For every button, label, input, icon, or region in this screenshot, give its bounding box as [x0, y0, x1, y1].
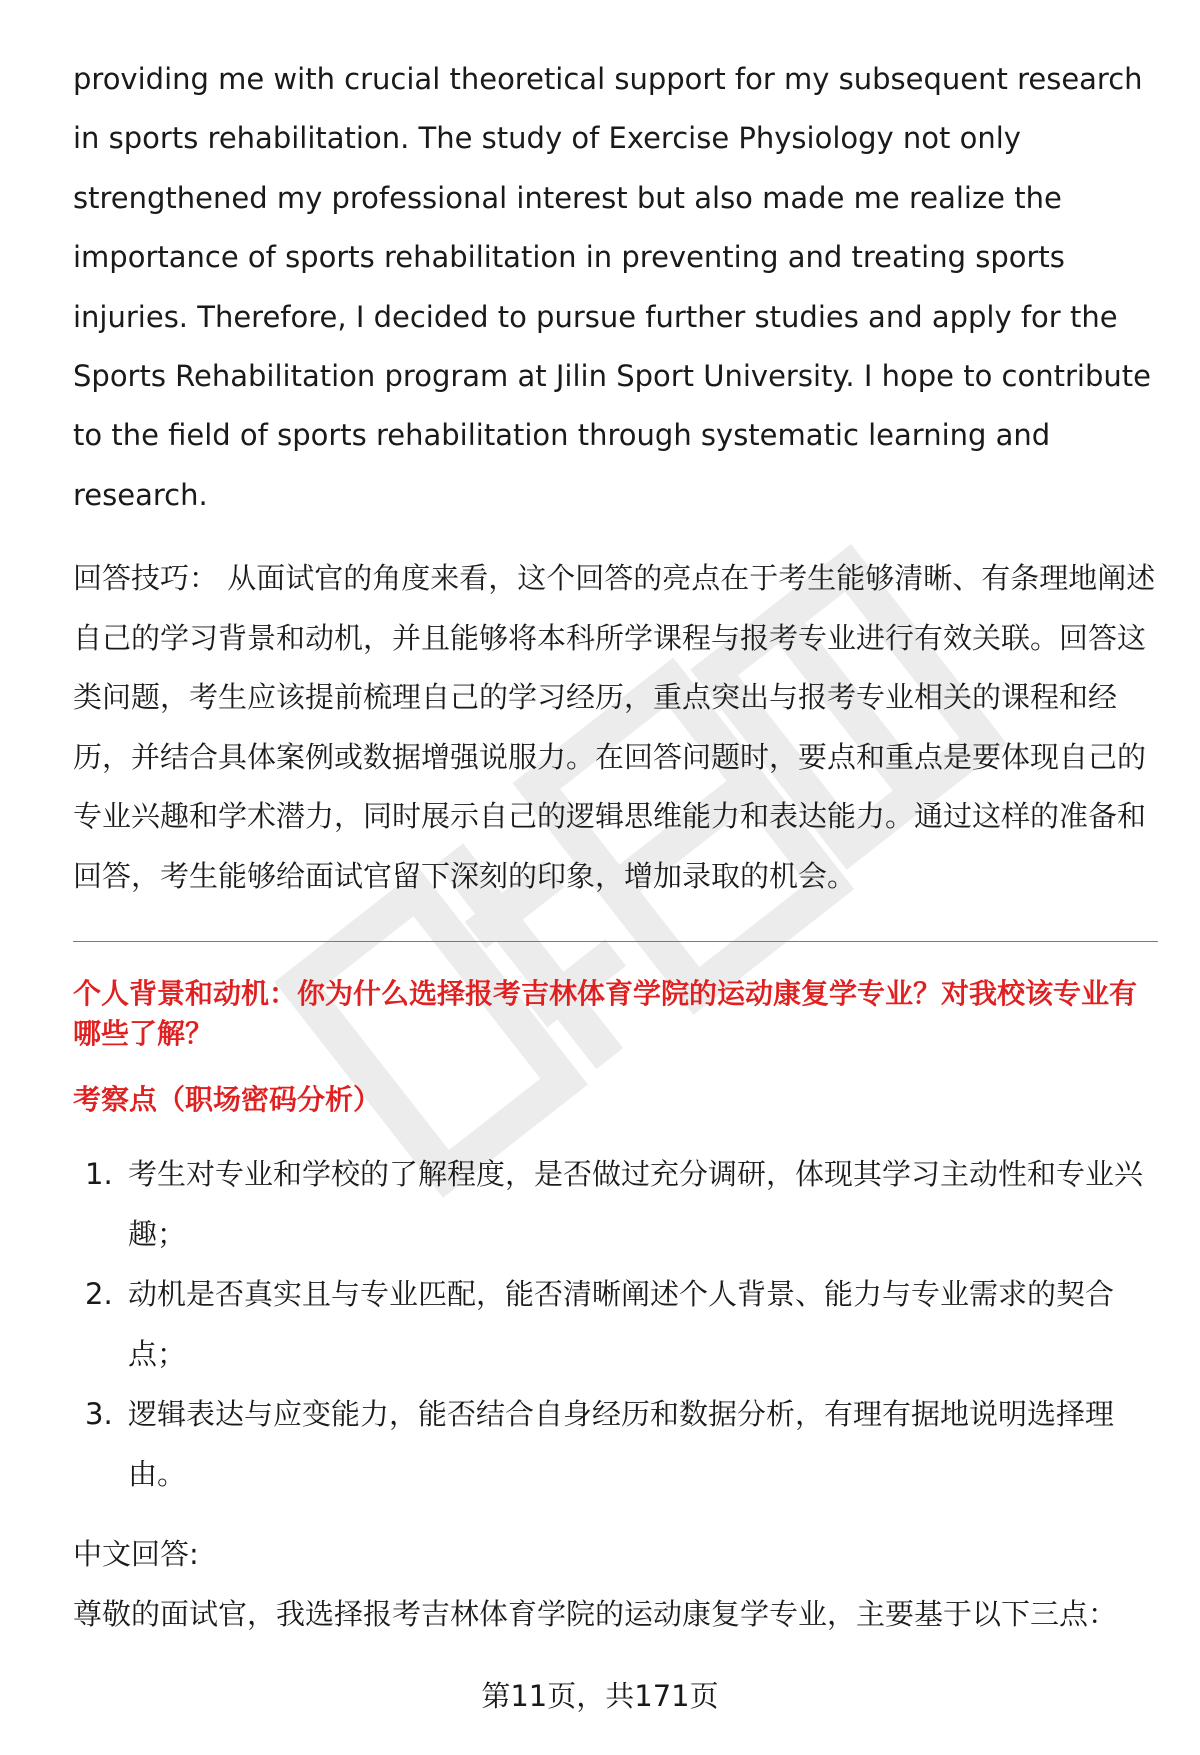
page-number-footer: 第11页，共171页 [481, 1679, 719, 1713]
list-item-number: 3. [85, 1397, 113, 1432]
chinese-answer-text: 尊敬的面试官，我选择报考吉林体育学院的运动康复学专业，主要基于以下三点： [73, 1597, 1118, 1632]
list-item [73, 1384, 1158, 1504]
list-item-text: 动机是否真实且与专业匹配，能否清晰阐述个人背景、能力与专业需求的契合点； [128, 1277, 1115, 1372]
assessment-points-list [73, 1144, 1158, 1504]
list-item-number: 1. [85, 1157, 113, 1192]
list-item [73, 1264, 1158, 1384]
answer-tips-paragraph: 回答技巧： 从面试官的角度来看，这个回答的亮点在于考生能够清晰、有条理地阐述自己的学习背景和动机，并且能够将本科所学课程与报考专业进行有效关联。回答这类问题，考生应该提前梳理自己的学习经历，重点突出与报考专业相关的课程和经历，并结合具体案例或数据增强说服力。在回答问题时，要点和重点是要体现自己的专业兴趣和学术潜力，同时展示自己的逻辑思维能力和表达能力。通过这样的准备和回答，考生能够给面试官留下深刻的印象，增加录取的机会。 [73, 561, 1156, 893]
list-item [73, 1144, 1158, 1264]
list-item-text: 逻辑表达与应变能力，能否结合自身经历和数据分析，有理有据地说明选择理由。 [128, 1397, 1115, 1492]
question-heading: 个人背景和动机：你为什么选择报考吉林体育学院的运动康复学专业？对我校该专业有哪些了解？ [73, 977, 1138, 1051]
page-content [73, 50, 1158, 1644]
assessment-heading: 考察点（职场密码分析） [73, 1083, 382, 1117]
list-item-text: 考生对专业和学校的了解程度，是否做过充分调研，体现其学习主动性和专业兴趣； [128, 1157, 1144, 1252]
section-divider [73, 941, 1158, 942]
list-item-number: 2. [85, 1277, 113, 1312]
chinese-answer-label: 中文回答: [73, 1537, 199, 1572]
english-answer-paragraph: providing me with crucial theoretical support for my subsequent research in sports rehabilitation. The study of Exercise Physiology not only strengthened my professional interest but also made me realize the importance of sports rehabilitation in preventing and treating sports injuries. Therefore, I decided to pursue further studies and apply for the Sports Rehabilitation program at Jilin Sport University. I hope to contribute to the field of sports rehabilitation through systematic learning and research. [73, 62, 1151, 512]
